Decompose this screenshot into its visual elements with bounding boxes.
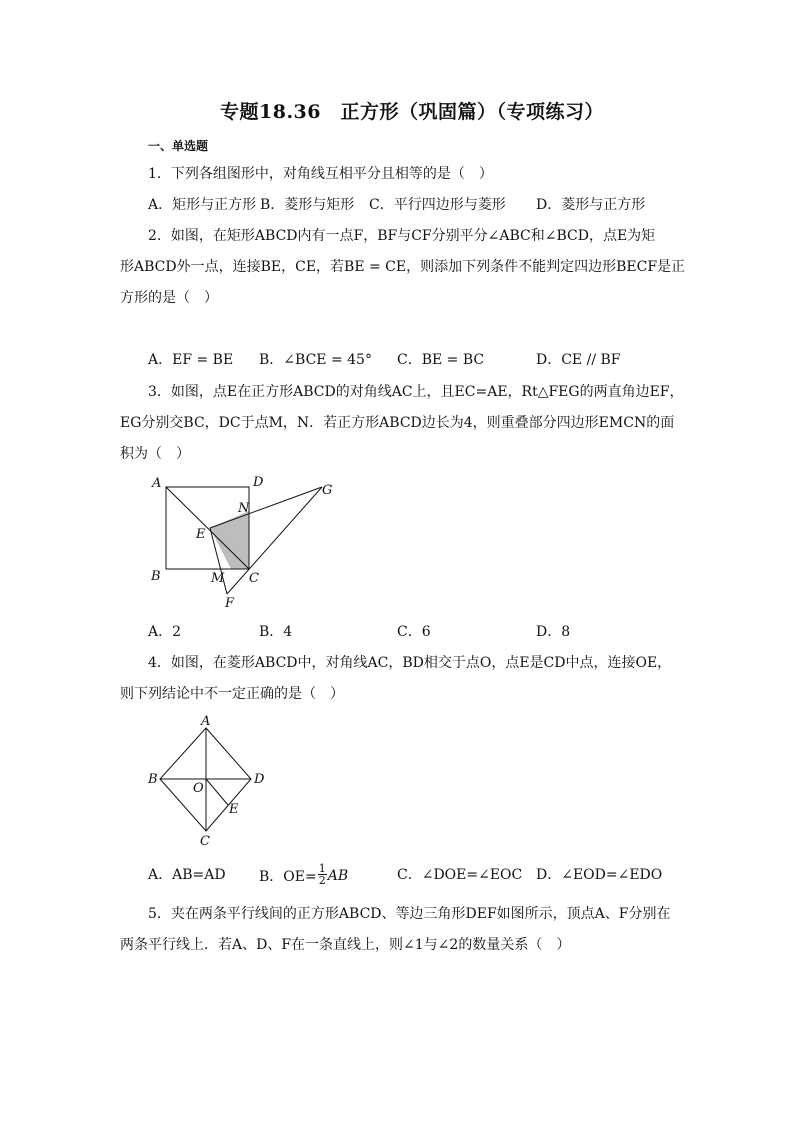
q4-segment-oe [206, 779, 228, 805]
page-title: 专题18.36 正方形（巩固篇）（专项练习） [220, 101, 604, 123]
q3-option-d[interactable]: D．8 [536, 624, 571, 640]
q4-option-d[interactable]: D．∠EOD=∠EDO [536, 867, 663, 883]
q4-label-e: E [229, 802, 239, 817]
q2-line-1: 2．如图，在矩形ABCD内有一点F，BF与CF分别平分∠ABC和∠BCD，点E为矩 [148, 228, 656, 244]
q3-line-2: EG分别交BC，DC于点M，N．若正方形ABCD边长为4，则重叠部分四边形EMCN的面 [120, 415, 675, 431]
q4-line-2: 则下列结论中不一定正确的是（ ） [120, 686, 344, 702]
q3-line-1: 3．如图，点E在正方形ABCD的对角线AC上，且EC=AE，Rt△FEG的两直角边EF， [148, 384, 684, 400]
q4-line-1: 4．如图，在菱形ABCD中，对角线AC，BD相交于点O，点E是CD中点，连接OE， [148, 655, 672, 671]
q4-option-b-text: B．OE= [259, 868, 317, 885]
q1-option-b[interactable]: B．菱形与矩形 [260, 197, 355, 213]
q2-option-a[interactable]: A．EF = BE [148, 352, 234, 368]
q1-option-d[interactable]: D．菱形与正方形 [536, 197, 646, 213]
q3-leg-eg [210, 487, 322, 528]
q3-label-f: F [225, 596, 235, 611]
q4-label-a: A [201, 714, 211, 729]
q3-label-b: B [151, 569, 161, 584]
q3-label-c: C [249, 571, 259, 586]
q3-label-a: A [152, 476, 162, 491]
section-heading: 一、单选题 [148, 139, 209, 153]
q4-fraction-tail: AB [327, 867, 349, 884]
q3-option-b[interactable]: B．4 [259, 624, 293, 640]
q3-label-e: E [196, 527, 206, 542]
q3-line-3: 积为（ ） [120, 446, 190, 462]
q4-fraction [318, 863, 327, 886]
q1-stem: 1．下列各组图形中，对角线互相平分且相等的是（ ） [148, 166, 493, 182]
q4-label-o: O [193, 781, 204, 796]
q3-label-n: N [238, 501, 250, 516]
q2-line-2: 形ABCD外一点，连接BE，CE，若BE = CE，则添加下列条件不能判定四边形BECF是正 [120, 259, 686, 275]
q2-line-3: 方形的是（ ） [120, 290, 218, 306]
q3-option-a[interactable]: A．2 [148, 624, 182, 640]
q1-option-a[interactable]: A．矩形与正方形 [148, 197, 257, 213]
q5-line-2: 两条平行线上．若A、D、F在一条直线上，则∠1与∠2的数量关系（ ） [120, 937, 571, 953]
q3-figure [140, 470, 350, 615]
q3-label-g: G [322, 483, 333, 498]
q3-label-d: D [253, 475, 264, 490]
q3-option-c[interactable]: C．6 [397, 624, 431, 640]
q1-option-c[interactable]: C．平行四边形与菱形 [369, 197, 506, 213]
q4-label-c: C [200, 834, 210, 849]
q4-fraction-denominator: 2 [318, 874, 326, 887]
q3-label-m: M [211, 571, 225, 586]
q2-option-c[interactable]: C．BE = BC [397, 352, 485, 368]
q4-figure [140, 710, 280, 855]
q4-label-d: D [254, 772, 265, 787]
q4-option-a[interactable]: A．AB=AD [148, 867, 226, 883]
q4-option-b[interactable] [259, 864, 348, 887]
q4-label-b: B [148, 772, 158, 787]
q2-option-b[interactable]: B．∠BCE = 45° [259, 352, 372, 368]
q3-shaded-region [210, 511, 249, 569]
q2-option-d[interactable]: D．CE // BF [536, 352, 621, 368]
q4-option-c[interactable]: C．∠DOE=∠EOC [397, 867, 523, 883]
q4-fraction-numerator: 1 [318, 862, 326, 875]
q5-line-1: 5．夹在两条平行线间的正方形ABCD、等边三角形DEF如图所示，顶点A、F分别在 [148, 906, 671, 922]
